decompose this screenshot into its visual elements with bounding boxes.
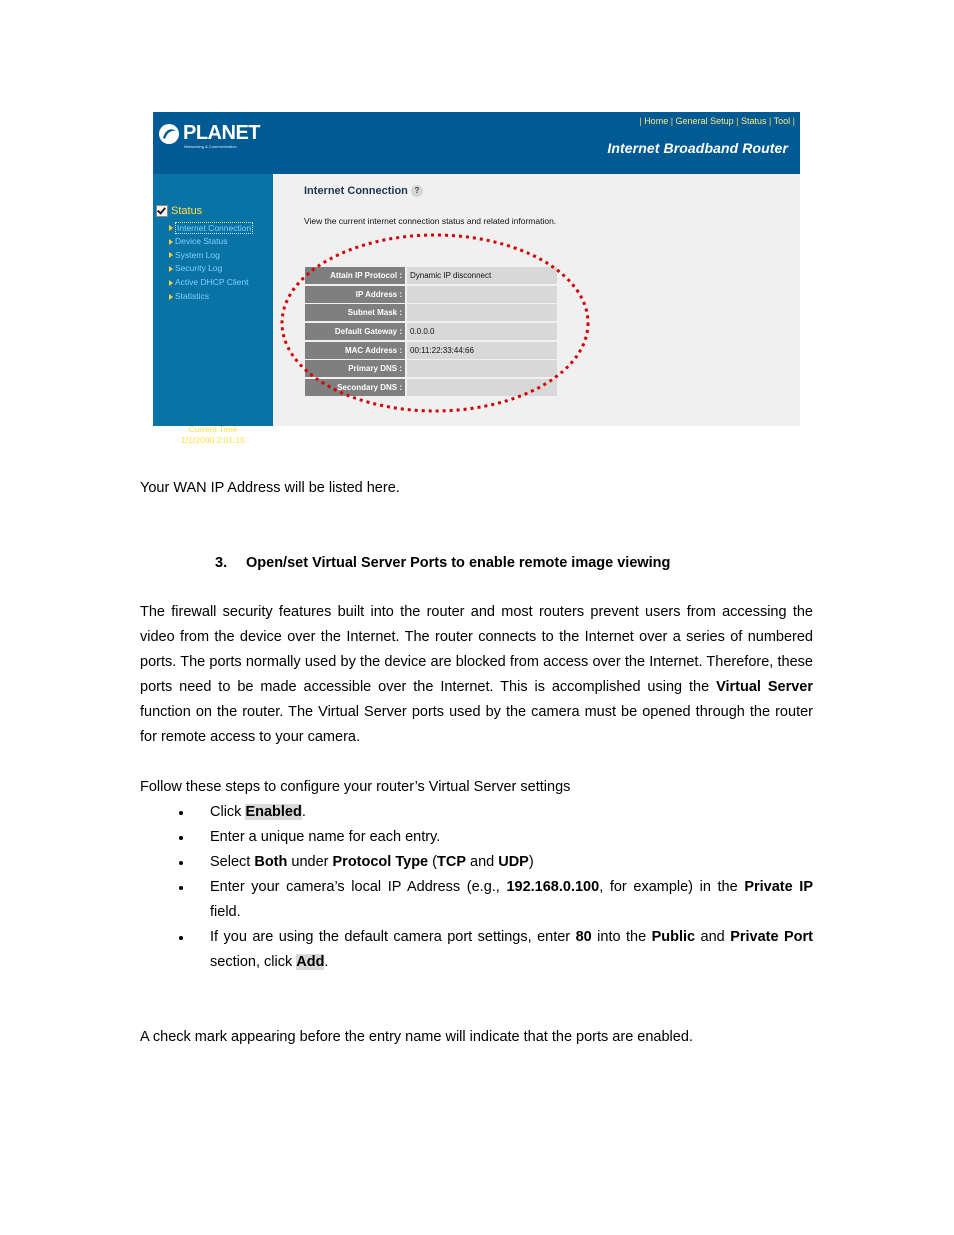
- arrow-right-icon: [169, 266, 173, 272]
- list-item: Click Enabled.: [140, 800, 813, 825]
- router-main: [273, 174, 800, 426]
- current-time: [153, 424, 273, 446]
- sidebar-item-internet-connection[interactable]: Internet Connection: [169, 221, 253, 235]
- arrow-right-icon: [169, 239, 173, 245]
- heading-number: 3.: [215, 555, 228, 571]
- list-item: Select Both under Protocol Type (TCP and UDP): [140, 850, 813, 875]
- sidebar-item-statistics[interactable]: Statistics: [169, 290, 253, 304]
- nav-general-setup[interactable]: General Setup: [675, 116, 734, 126]
- table-row: Subnet Mask :: [305, 304, 557, 321]
- nav-status[interactable]: Status: [740, 116, 767, 126]
- bullet-icon: [179, 836, 183, 840]
- sidebar-item-security-log[interactable]: Security Log: [169, 262, 253, 276]
- sidebar-item-system-log[interactable]: System Log: [169, 249, 253, 263]
- list-item: If you are using the default camera port settings, enter 80 into the Public and Private Port section, click Add.: [140, 925, 813, 975]
- section-heading: [215, 551, 670, 576]
- checkmark-icon: [156, 205, 168, 217]
- page-title: Internet Connection ?: [304, 185, 423, 197]
- logo-word: PLANET: [183, 122, 260, 144]
- closing-note: A check mark appearing before the entry name will indicate that the ports are enabled.: [140, 1029, 693, 1045]
- arrow-right-icon: [169, 225, 173, 231]
- router-header: [153, 112, 800, 174]
- help-icon[interactable]: ?: [411, 185, 423, 197]
- bullet-icon: [179, 861, 183, 865]
- table-row: IP Address :: [305, 286, 557, 303]
- status-table: [305, 267, 557, 398]
- sidebar-section-status[interactable]: [156, 205, 202, 217]
- bullet-icon: [179, 811, 183, 815]
- sidebar-item-device-status[interactable]: Device Status: [169, 235, 253, 249]
- list-item: Enter your camera’s local IP Address (e.g., 192.168.0.100, for example) in the Private IP field.: [140, 875, 813, 925]
- table-row: Attain IP Protocol : Dynamic IP disconnect: [305, 267, 557, 284]
- product-title: Internet Broadband Router: [607, 140, 788, 156]
- table-row: MAC Address : 00:11:22:33:44:66: [305, 342, 557, 359]
- table-row: Secondary DNS :: [305, 379, 557, 396]
- page-description: View the current internet connection status and related information.: [304, 216, 557, 226]
- router-sidebar: [153, 174, 273, 445]
- planet-logo-icon: [157, 122, 181, 146]
- bullet-icon: [179, 936, 183, 940]
- planet-logo: [157, 122, 260, 156]
- list-item: Enter a unique name for each entry.: [140, 825, 813, 850]
- sidebar-item-active-dhcp-client[interactable]: Active DHCP Client: [169, 276, 253, 290]
- current-time-value: 1/1/2000 2:01:15: [181, 435, 245, 445]
- arrow-right-icon: [169, 280, 173, 286]
- logo-tagline: Networking & Communication: [184, 144, 237, 149]
- steps-intro: Follow these steps to configure your router’s Virtual Server settings: [140, 779, 571, 795]
- current-time-label: Current Time: [188, 424, 238, 434]
- nav-tool[interactable]: Tool: [773, 116, 791, 126]
- sidebar-menu: [169, 221, 253, 304]
- bullet-icon: [179, 886, 183, 890]
- sidebar-section-label: Status: [171, 205, 203, 217]
- wan-note: Your WAN IP Address will be listed here.: [140, 480, 400, 496]
- nav-home[interactable]: Home: [644, 116, 669, 126]
- arrow-right-icon: [169, 294, 173, 300]
- arrow-right-icon: [169, 252, 173, 258]
- steps-list: [140, 800, 813, 975]
- table-row: Primary DNS :: [305, 360, 557, 377]
- top-nav: | Home | General Setup | Status | Tool |: [639, 116, 795, 126]
- heading-text: Open/set Virtual Server Ports to enable remote image viewing: [246, 555, 671, 571]
- router-screenshot: [153, 112, 800, 445]
- table-row: Default Gateway : 0.0.0.0: [305, 323, 557, 340]
- body-paragraph: The firewall security features built into the router and most routers prevent users from accessing the video from the device over the Internet. The router connects to the Internet over a series of numbered ports. The ports normally used by the device are blocked from access over the Internet. Therefore, these ports need to be made accessible over the Internet. This is accomplished using the Virtual Server function on the router. The Virtual Server ports used by the camera must be opened through the router for remote access to your camera.: [140, 604, 813, 745]
